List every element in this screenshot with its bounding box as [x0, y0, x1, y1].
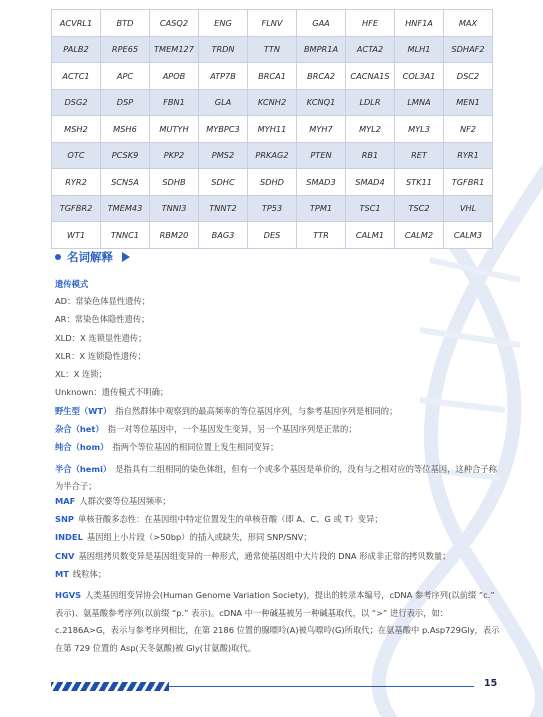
gene-cell: PMS2: [199, 142, 248, 169]
gene-cell: BRCA2: [297, 63, 346, 90]
gene-cell: PTEN: [297, 142, 346, 169]
gene-cell: MSH6: [101, 116, 150, 143]
gene-cell: WT1: [52, 222, 101, 249]
glossary-term: SNP: [55, 513, 75, 524]
gene-cell: CALM3: [444, 222, 493, 249]
glossary-entry: [55, 424, 500, 442]
inheritance-list: [55, 296, 500, 406]
gene-table-row: [52, 169, 493, 196]
gene-cell: SMAD4: [346, 169, 395, 196]
gene-cell: KCNQ1: [297, 89, 346, 116]
gene-cell: PKP2: [150, 142, 199, 169]
gene-cell: COL3A1: [395, 63, 444, 90]
gene-list-table: [51, 9, 493, 249]
gene-cell: SDHC: [199, 169, 248, 196]
gene-cell: FLNV: [248, 10, 297, 37]
gene-cell: RB1: [346, 142, 395, 169]
gene-cell: FBN1: [150, 89, 199, 116]
glossary-term: 纯合（hom）: [55, 442, 109, 453]
gene-table-row: [52, 36, 493, 63]
gene-cell: SDHD: [248, 169, 297, 196]
gene-cell: MYBPC3: [199, 116, 248, 143]
gene-cell: ENG: [199, 10, 248, 37]
gene-cell: CASQ2: [150, 10, 199, 37]
gene-cell: SDHB: [150, 169, 199, 196]
gene-cell: CACNA1S: [346, 63, 395, 90]
gene-cell: APOB: [150, 63, 199, 90]
glossary-entry: [55, 442, 500, 460]
gene-table-row: [52, 195, 493, 222]
gene-cell: TTR: [297, 222, 346, 249]
gene-table-row: [52, 222, 493, 249]
gene-cell: TNNC1: [101, 222, 150, 249]
glossary-term: CNV: [55, 550, 75, 561]
gene-cell: RPE65: [101, 36, 150, 63]
gene-cell: TRDN: [199, 36, 248, 63]
gene-cell: TMEM127: [150, 36, 199, 63]
gene-cell: BRCA1: [248, 63, 297, 90]
gene-cell: ACTA2: [346, 36, 395, 63]
gene-cell: SCN5A: [101, 169, 150, 196]
gene-cell: OTC: [52, 142, 101, 169]
inheritance-item: AD：常染色体显性遗传；: [55, 296, 151, 306]
gene-cell: RET: [395, 142, 444, 169]
gene-cell: ACVRL1: [52, 10, 101, 37]
gene-table-row: [52, 89, 493, 116]
glossary-entry: [55, 532, 500, 550]
footer-rule: [169, 686, 474, 687]
gene-cell: RYR1: [444, 142, 493, 169]
glossary-definition: 是指具有二组相同的染色体组，但有一个或多个基因是单价的，没有与之相对应的等位基因，这种合子称为半合子；: [55, 463, 497, 492]
glossary-entry: [55, 551, 500, 569]
gene-cell: SDHAF2: [444, 36, 493, 63]
gene-cell: ATP7B: [199, 63, 248, 90]
gene-cell: APC: [101, 63, 150, 90]
glossary-term: HGVS: [55, 590, 82, 601]
gene-table-row: [52, 63, 493, 90]
gene-table-row: [52, 116, 493, 143]
footer-striped-bar: [51, 682, 169, 691]
glossary-term: INDEL: [55, 532, 83, 543]
gene-cell: GAA: [297, 10, 346, 37]
term-list: [55, 405, 500, 653]
gene-cell: MSH2: [52, 116, 101, 143]
gene-cell: HNF1A: [395, 10, 444, 37]
gene-cell: DSC2: [444, 63, 493, 90]
bullet-dot-icon: [55, 254, 61, 260]
glossary-definition: 基因组拷贝数变异是基因组变异的一种形式，通常使基因组中大片段的 DNA 形成非正常的拷贝数量；: [78, 550, 451, 561]
gene-cell: MLH1: [395, 36, 444, 63]
gene-cell: SMAD3: [297, 169, 346, 196]
glossary-definition: 指一对等位基因中，一个基因发生变异，另一个基因序列是正常的；: [107, 424, 357, 435]
gene-cell: KCNH2: [248, 89, 297, 116]
gene-cell: BAG3: [199, 222, 248, 249]
section-title-text: 名词解释: [67, 250, 113, 264]
gene-cell: MEN1: [444, 89, 493, 116]
gene-cell: TNNT2: [199, 195, 248, 222]
gene-cell: ACTC1: [52, 63, 101, 90]
gene-cell: DSG2: [52, 89, 101, 116]
gene-cell: DES: [248, 222, 297, 249]
gene-cell: PCSK9: [101, 142, 150, 169]
gene-cell: MYL3: [395, 116, 444, 143]
glossary-definition: 线粒体；: [72, 568, 107, 579]
gene-cell: TP53: [248, 195, 297, 222]
glossary-definition: 指自然群体中观察到的最高频率的等位基因序列，与参考基因序列是相同的；: [115, 405, 398, 416]
gene-cell: TGFBR2: [52, 195, 101, 222]
gene-cell: RBM20: [150, 222, 199, 249]
gene-cell: LMNA: [395, 89, 444, 116]
inheritance-item: Unknown：遗传模式不明确；: [55, 387, 169, 398]
inheritance-item: AR：常染色体隐性遗传；: [55, 314, 150, 325]
glossary-term: 半合（hemi）: [55, 463, 112, 474]
gene-cell: HFE: [346, 10, 395, 37]
glossary-section-title: [55, 249, 130, 265]
gene-cell: RYR2: [52, 169, 101, 196]
glossary-term: 野生型（WT）: [55, 405, 112, 416]
gene-cell: GLA: [199, 89, 248, 116]
gene-cell: TNNI3: [150, 195, 199, 222]
gene-cell: BMPR1A: [297, 36, 346, 63]
gene-cell: TPM1: [297, 195, 346, 222]
glossary-term: MAF: [55, 495, 76, 506]
gene-cell: PALB2: [52, 36, 101, 63]
glossary-definition: 人类基因组变异协会(Human Genome Variation Society)，提出的转录本编号，cDNA 参考序列(以前缀 “c.” 表示)、氨基酸参考序列(以前缀 “p.” 表示)。cDNA 中一种碱基被另一种碱基取代，以 “>” 进行表示，如：c.2186A>G，表示与参考序列相比，在第 2186 位置的腺嘌呤(A)被鸟嘌呤(G)所取代；在氨基酸中 p.Asp729Gly，表示在第 729 位置的 Asp(天冬氨酸)被 Gly(甘氨酸)取代。: [55, 590, 500, 653]
gene-table-row: [52, 10, 493, 37]
glossary-definition: 人群次要等位基因频率；: [79, 495, 171, 506]
glossary-definition: 指两个等位基因的相同位置上发生相同变异；: [112, 442, 279, 453]
gene-cell: MAX: [444, 10, 493, 37]
gene-cell: TSC1: [346, 195, 395, 222]
gene-cell: LDLR: [346, 89, 395, 116]
inheritance-item: XL：X 连锁；: [55, 369, 107, 380]
gene-cell: MUTYH: [150, 116, 199, 143]
gene-cell: TSC2: [395, 195, 444, 222]
gene-cell: MYH7: [297, 116, 346, 143]
glossary-term: 杂合（het）: [55, 424, 104, 435]
inheritance-subheading: 遗传模式: [55, 279, 89, 289]
gene-cell: DSP: [101, 89, 150, 116]
inheritance-item: XLR：X 连锁隐性遗传；: [55, 350, 146, 361]
gene-table-row: [52, 142, 493, 169]
triangle-arrow-icon: [122, 252, 130, 262]
gene-cell: VHL: [444, 195, 493, 222]
glossary-definition: 基因组上小片段（>50bp）的插入或缺失，形同 SNP/SNV；: [86, 532, 312, 543]
inheritance-item: XLD：X 连锁显性遗传；: [55, 332, 147, 343]
gene-cell: TMEM43: [101, 195, 150, 222]
gene-cell: BTD: [101, 10, 150, 37]
glossary: [55, 278, 500, 653]
glossary-entry: [55, 461, 500, 496]
glossary-definition: 单核苷酸多态性：在基因组中特定位置发生的单核苷酸（即 A、C、G 或 T）变异；: [78, 513, 383, 524]
gene-cell: MYL2: [346, 116, 395, 143]
gene-cell: NF2: [444, 116, 493, 143]
gene-cell: CALM2: [395, 222, 444, 249]
glossary-entry: [55, 496, 500, 514]
gene-cell: CALM1: [346, 222, 395, 249]
gene-cell: TTN: [248, 36, 297, 63]
gene-cell: STK11: [395, 169, 444, 196]
gene-cell: PRKAG2: [248, 142, 297, 169]
glossary-entry: [55, 514, 500, 532]
glossary-term: MT: [55, 568, 69, 579]
page-number: 15: [484, 678, 498, 689]
glossary-entry: [55, 406, 500, 424]
glossary-entry: [55, 587, 500, 653]
glossary-entry: [55, 569, 500, 587]
gene-cell: MYH11: [248, 116, 297, 143]
gene-cell: TGFBR1: [444, 169, 493, 196]
